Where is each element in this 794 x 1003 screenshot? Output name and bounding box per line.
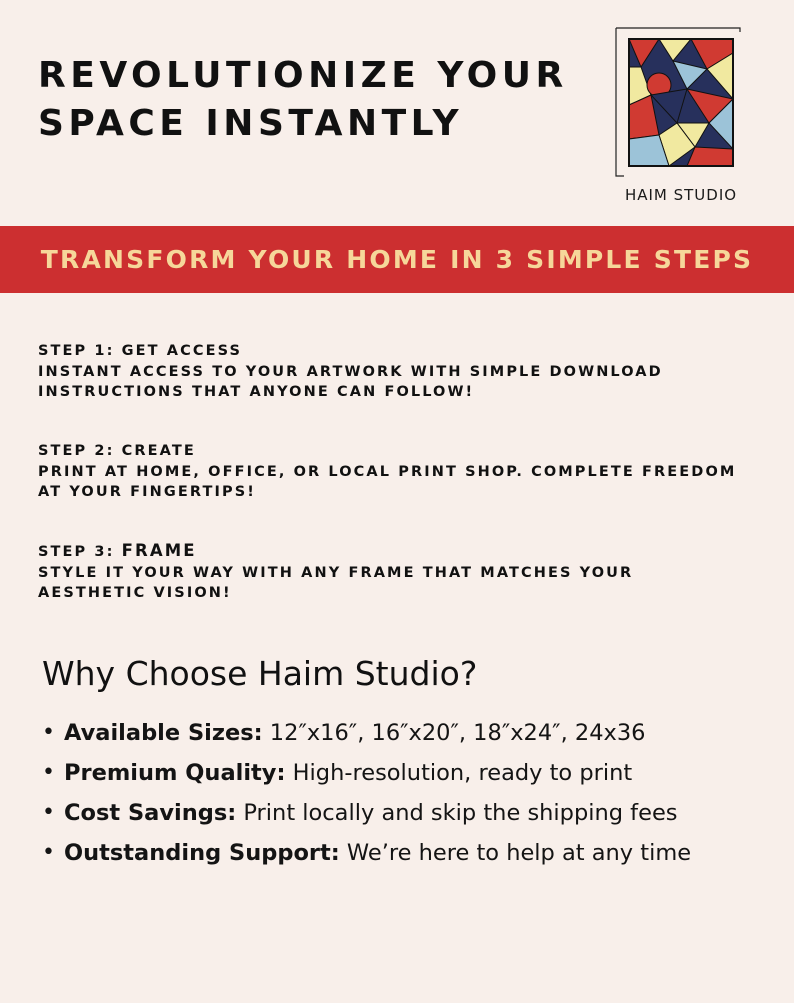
bullet-icon: • (42, 840, 55, 865)
feature-text: We’re here to help at any time (339, 840, 692, 866)
page-headline (38, 52, 598, 148)
step-description-line: PRINT AT HOME, OFFICE, OR LOCAL PRINT SHOP. COMPLETE FREEDOM (38, 463, 737, 480)
headline-line-1: REVOLUTIONIZE YOUR (38, 55, 568, 96)
feature-label: Premium Quality: (64, 760, 286, 786)
feature-text: Print locally and skip the shipping fees (236, 800, 678, 826)
step-description-line: AESTHETIC VISION! (38, 585, 232, 601)
why-choose-heading: Why Choose Haim Studio? (42, 654, 478, 693)
step-item (38, 541, 758, 604)
feature-label: Available Sizes: (64, 720, 263, 746)
step-description-line: AT YOUR FINGERTIPS! (38, 484, 256, 500)
bullet-icon: • (42, 800, 55, 825)
logo-wordmark: HAIM STUDIO (624, 186, 738, 204)
step-description-line: INSTANT ACCESS TO YOUR ARTWORK WITH SIMPLE DOWNLOAD (38, 363, 663, 380)
step-description-line: INSTRUCTIONS THAT ANYONE CAN FOLLOW! (38, 384, 475, 400)
feature-label: Outstanding Support: (64, 840, 340, 866)
features-list (42, 713, 691, 873)
feature-item (42, 713, 691, 753)
feature-label: Cost Savings: (64, 800, 237, 826)
step-title: STEP 2: CREATE (38, 443, 196, 459)
steps-banner (0, 226, 794, 293)
banner-title: TRANSFORM YOUR HOME IN 3 SIMPLE STEPS (40, 245, 754, 274)
step-title-prefix: STEP 3: (38, 544, 115, 560)
step-title: STEP 1: GET ACCESS (38, 343, 243, 359)
bullet-icon: • (42, 760, 55, 785)
bullet-icon: • (42, 720, 55, 745)
feature-text: High-resolution, ready to print (285, 760, 633, 786)
step-description-line: STYLE IT YOUR WAY WITH ANY FRAME THAT MATCHES YOUR (38, 564, 634, 581)
step-title (38, 541, 758, 563)
stained-glass-artwork-logo-icon (612, 26, 750, 186)
headline-line-2: SPACE INSTANTLY (38, 103, 464, 144)
haim-studio-logo (612, 26, 750, 206)
step-title-word: FRAME (121, 541, 197, 560)
feature-text: 12″x16″, 16″x20″, 18″x24″, 24x36 (262, 720, 646, 746)
feature-item (42, 793, 691, 833)
feature-item (42, 833, 691, 873)
step-item (38, 441, 758, 503)
feature-item (42, 753, 691, 793)
step-item (38, 341, 758, 403)
